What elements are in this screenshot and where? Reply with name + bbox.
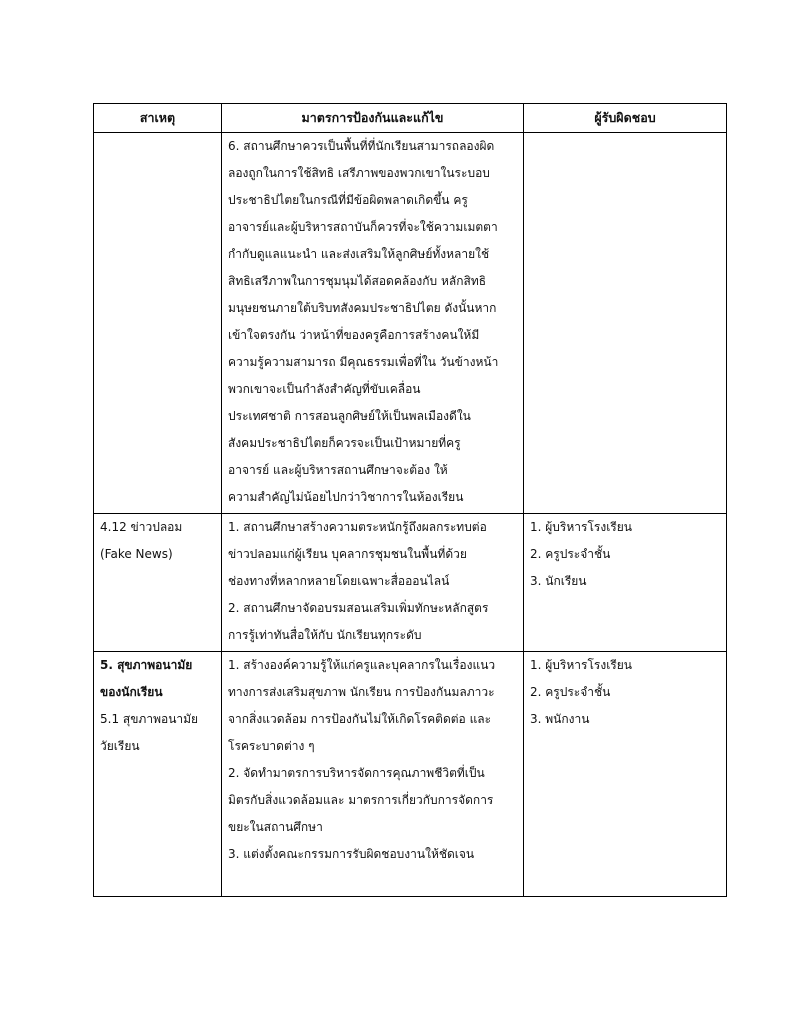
section-heading-line: ของนักเรียน (100, 685, 163, 699)
cell-measures (222, 514, 524, 652)
text-line: 2. ครูประจำชั้น (530, 685, 611, 699)
cell-cause (94, 133, 222, 514)
text-line: (Fake News) (100, 547, 173, 561)
cell-cause (94, 652, 222, 897)
text-line: 1. ผู้บริหารโรงเรียน (530, 520, 632, 534)
text-line: เข้าใจตรงกัน ว่าหน้าที่ของครูคือการสร้างคนให้มี (228, 328, 480, 342)
text-line: 2. สถานศึกษาจัดอบรมสอนเสริมเพิ่มทักษะหลักสูตร (228, 601, 489, 615)
text-line: มิตรกับสิ่งแวดล้อมและ มาตรการเกี่ยวกับการจัดการ (228, 793, 494, 807)
text-line: โรคระบาดต่าง ๆ (228, 739, 315, 753)
text-line: สิทธิเสรีภาพในการชุมนุมได้สอดคล้องกับ หลักสิทธิ (228, 274, 487, 288)
header-responsible: ผู้รับผิดชอบ (524, 104, 727, 133)
text-line: สังคมประชาธิปไตยก็ควรจะเป็นเป้าหมายที่ครู (228, 436, 461, 450)
text-line: 6. สถานศึกษาควรเป็นพื้นที่ที่นักเรียนสามารถลองผิด (228, 139, 495, 153)
text-line: 1. สร้างองค์ความรู้ให้แก่ครูและบุคลากรในเรื่องแนว (228, 658, 496, 672)
section-heading-line: 5. สุขภาพอนามัย (100, 658, 193, 672)
cell-measures (222, 133, 524, 514)
cell-measures (222, 652, 524, 897)
text-line: 3. นักเรียน (530, 574, 587, 588)
header-cause: สาเหตุ (94, 104, 222, 133)
table-row (94, 133, 727, 514)
text-line: อาจารย์ และผู้บริหารสถานศึกษาจะต้อง ให้ (228, 463, 448, 477)
text-line: ความรู้ความสามารถ มีคุณธรรมเพื่อที่ใน วันข้างหน้า (228, 355, 499, 369)
text-line: ลองถูกในการใช้สิทธิ เสรีภาพของพวกเขาในระบอบ (228, 166, 490, 180)
table-row (94, 514, 727, 652)
text-line: 2. จัดทำมาตรการบริหารจัดการคุณภาพชีวิตที่เป็น (228, 766, 485, 780)
text-line: พวกเขาจะเป็นกำลังสำคัญที่ขับเคลื่อน (228, 382, 421, 396)
cell-responsible (524, 652, 727, 897)
text-line: ความสำคัญไม่น้อยไปกว่าวิชาการในห้องเรียน (228, 490, 464, 504)
table-header-row (94, 104, 727, 133)
text-line: 2. ครูประจำชั้น (530, 547, 611, 561)
text-line: 1. สถานศึกษาสร้างความตระหนักรู้ถึงผลกระทบต่อ (228, 520, 487, 534)
text-line: การรู้เท่าทันสื่อให้กับ นักเรียนทุกระดับ (228, 628, 422, 642)
text-line: ประเทศชาติ การสอนลูกศิษย์ให้เป็นพลเมืองดีใน (228, 409, 471, 423)
text-line: ทางการส่งเสริมสุขภาพ นักเรียน การป้องกันมลภาวะ (228, 685, 495, 699)
cell-responsible (524, 514, 727, 652)
cell-cause (94, 514, 222, 652)
text-line: ช่องทางที่หลากหลายโดยเฉพาะสื่อออนไลน์ (228, 574, 450, 588)
text-line: ข่าวปลอมแก่ผู้เรียน บุคลากรชุมชนในพื้นที่ด้วย (228, 547, 467, 561)
text-line: วัยเรียน (100, 739, 140, 753)
text-line: 1. ผู้บริหารโรงเรียน (530, 658, 632, 672)
text-line: จากสิ่งแวดล้อม การป้องกันไม่ให้เกิดโรคติดต่อ และ (228, 712, 492, 726)
measures-table (93, 103, 727, 897)
text-line: ขยะในสถานศึกษา (228, 820, 323, 834)
text-line: 3. แต่งตั้งคณะกรรมการรับผิดชอบงานให้ชัดเจน (228, 847, 475, 861)
text-line: ประชาธิปไตยในกรณีที่มีข้อผิดพลาดเกิดขึ้น ครู (228, 193, 468, 207)
text-line: อาจารย์และผู้บริหารสถาบันก็ควรที่จะใช้ความเมตตา (228, 220, 498, 234)
cell-responsible (524, 133, 727, 514)
text-line: 5.1 สุขภาพอนามัย (100, 712, 199, 726)
text-line: 3. พนักงาน (530, 712, 590, 726)
text-line: 4.12 ข่าวปลอม (100, 520, 183, 534)
table-row (94, 652, 727, 897)
header-measures: มาตรการป้องกันและแก้ไข (222, 104, 524, 133)
text-line: กำกับดูแลแนะนำ และส่งเสริมให้ลูกศิษย์ทั้งหลายใช้ (228, 247, 490, 261)
text-line: มนุษยชนภายใต้บริบทสังคมประชาธิปไตย ดังนั้นหาก (228, 301, 497, 315)
